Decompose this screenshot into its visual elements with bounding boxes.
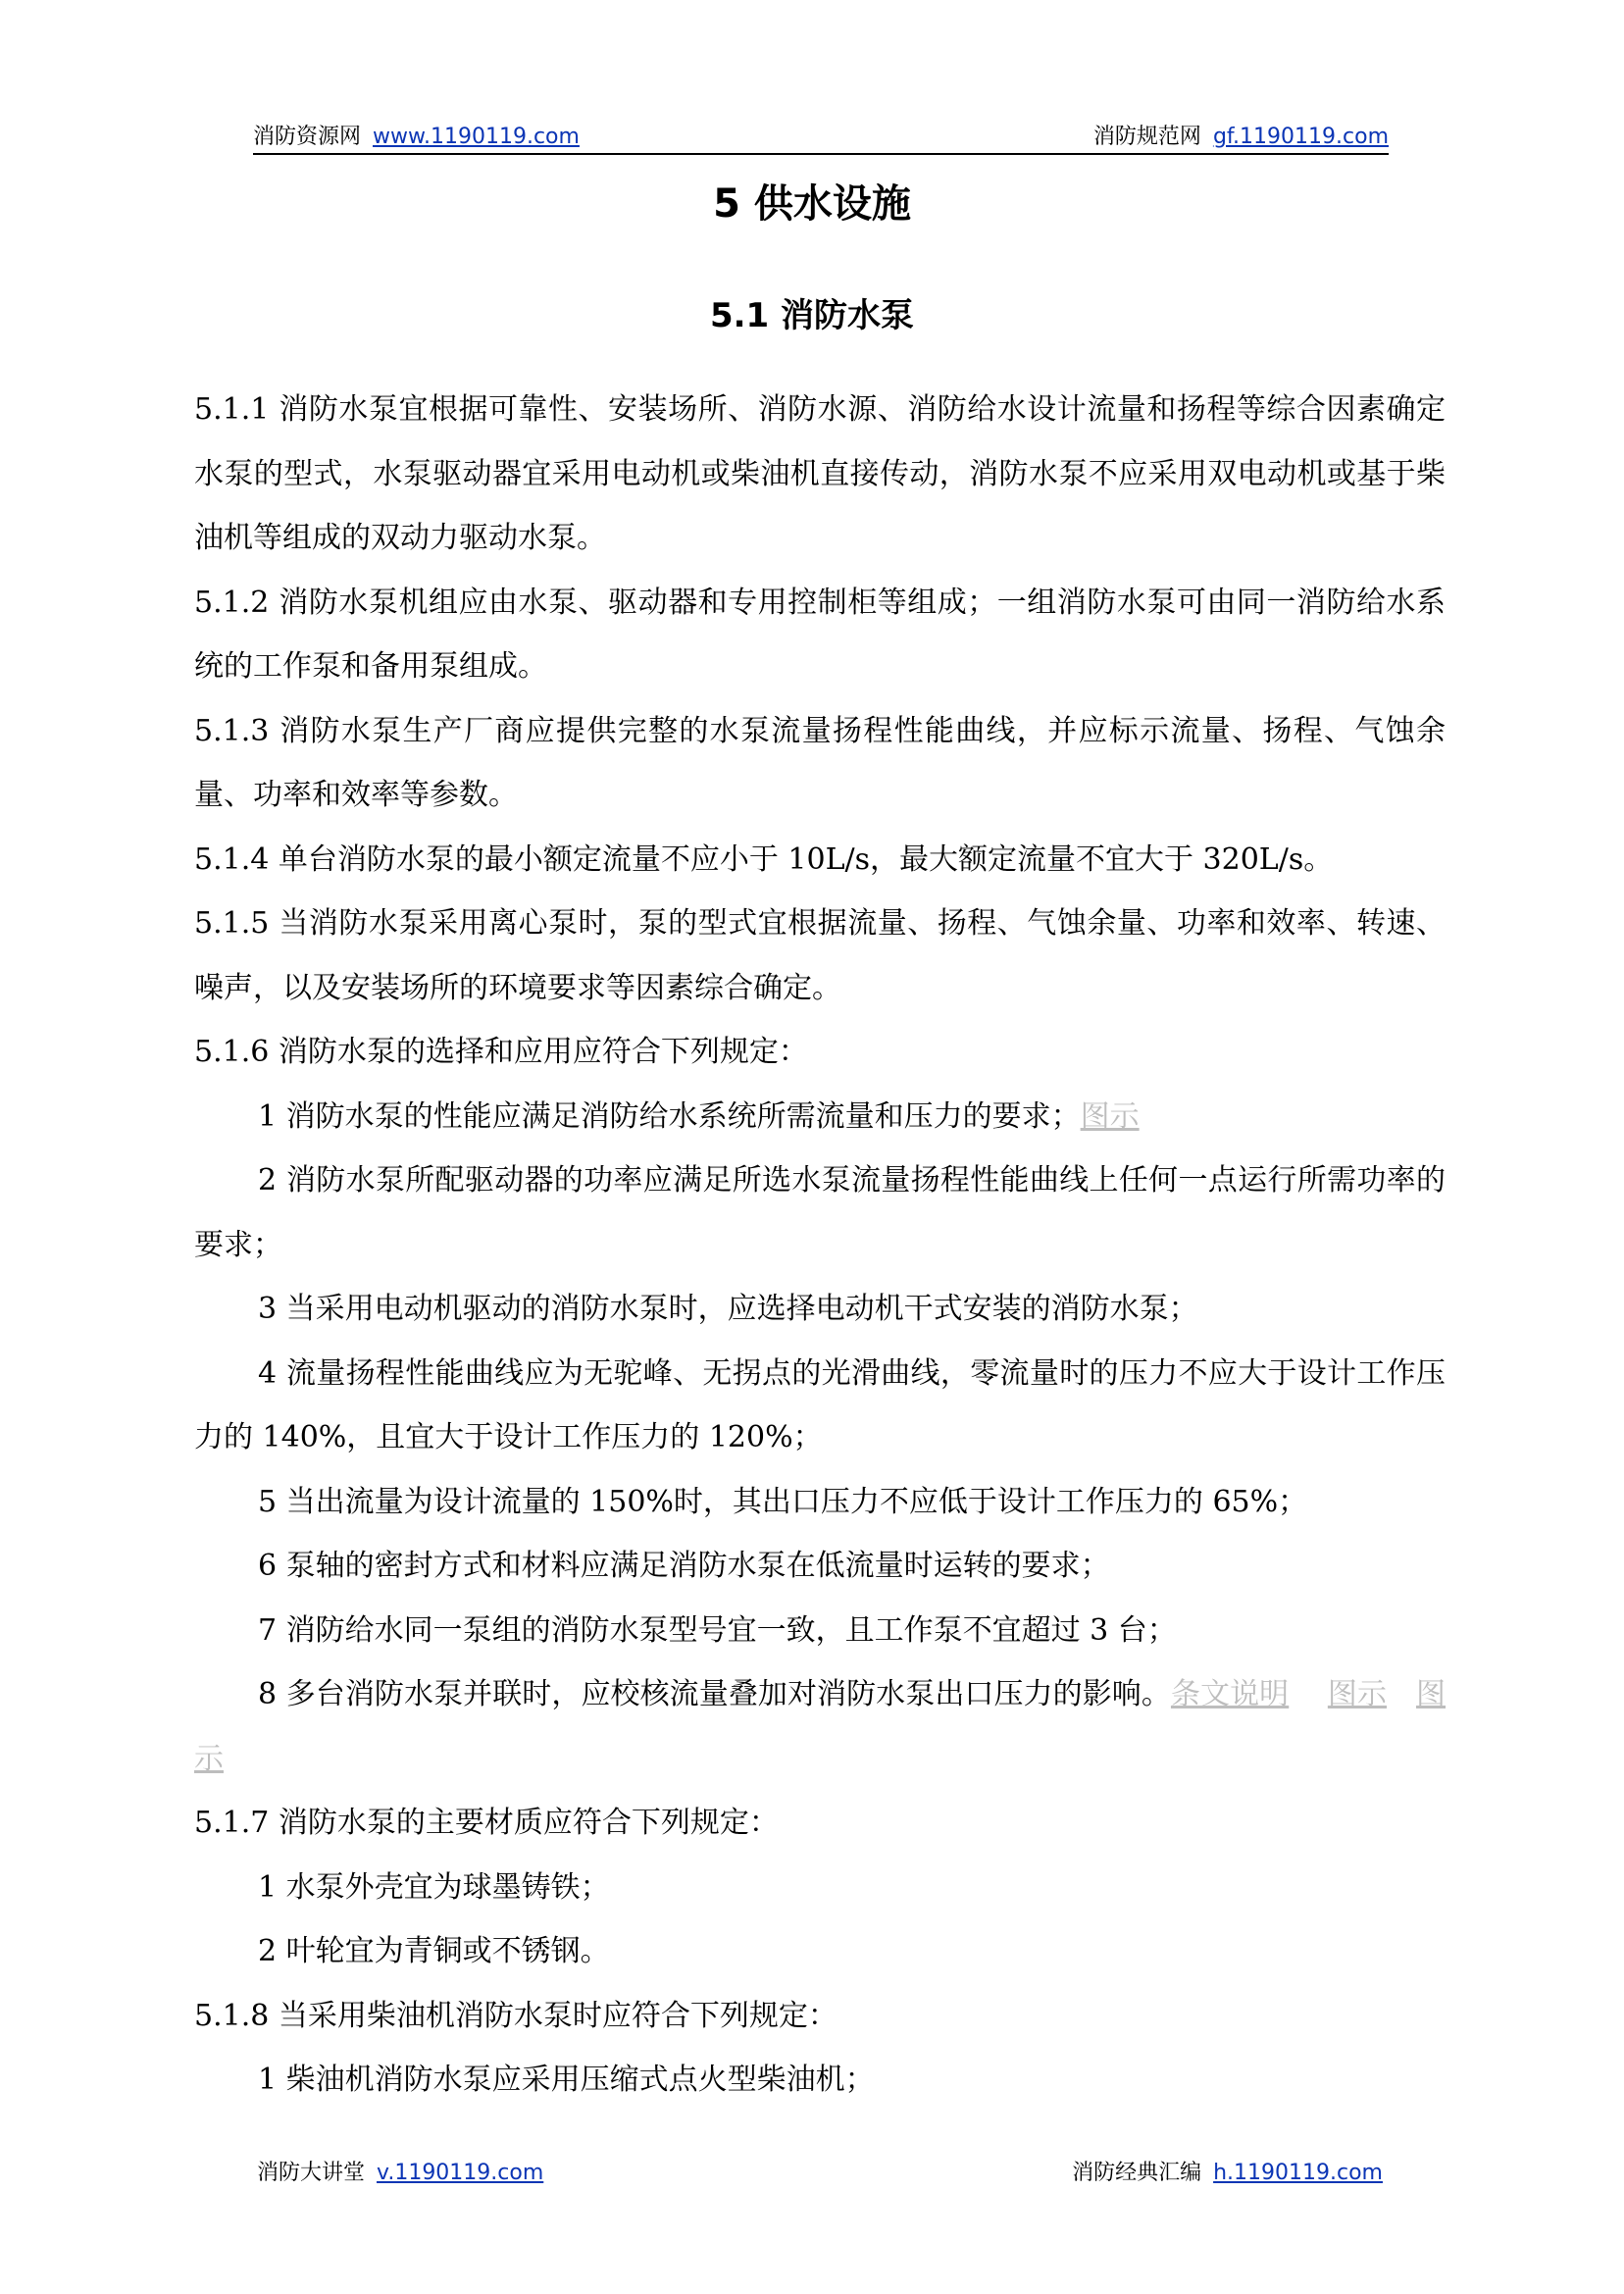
clause-text: 5.1.5 当消防水泵采用离心泵时，泵的型式宜根据流量、扬程、气蚀余量、功率和效率、转速、噪声，以及安装场所的环境要求等因素综合确定。 <box>194 906 1446 1005</box>
item-text: 5 当出流量为设计流量的 150%时，其出口压力不应低于设计工作压力的 65%； <box>258 1484 1308 1519</box>
footer-left-site-name: 消防大讲堂 <box>257 2161 366 2185</box>
clause-5-1-6-item-6 <box>194 1534 1446 1599</box>
footer-left <box>257 2156 543 2186</box>
item-text: 1 柴油机消防水泵应采用压缩式点火型柴油机； <box>258 2063 875 2097</box>
item-text: 6 泵轴的密封方式和材料应满足消防水泵在低流量时运转的要求； <box>258 1549 1110 1583</box>
item-text: 1 消防水泵的性能应满足消防给水系统所需流量和压力的要求； <box>258 1098 1081 1134</box>
item-text: 4 流量扬程性能曲线应为无驼峰、无拐点的光滑曲线，零流量时的压力不应大于设计工作压力的 140%，且宜大于设计工作压力的 120%； <box>194 1355 1446 1454</box>
item-text: 8 多台消防水泵并联时，应校核流量叠加对消防水泵出口压力的影响。 <box>258 1677 1171 1711</box>
item-text: 2 叶轮宜为青铜或不锈钢。 <box>258 1934 610 1968</box>
clause-5-1-7-item-2 <box>194 1919 1446 1984</box>
chapter-title: 5 供水设施 <box>713 181 911 227</box>
footer-left-link[interactable]: v.1190119.com <box>377 2161 544 2185</box>
section-title: 5.1 消防水泵 <box>709 296 915 335</box>
illustration-link[interactable]: 图示 <box>194 1677 1446 1776</box>
clause-text: 5.1.4 单台消防水泵的最小额定流量不应小于 10L/s，最大额定流量不宜大于 320L/s。 <box>194 841 1334 877</box>
clause-5-1-7 <box>194 1791 1446 1856</box>
header-left <box>253 120 580 150</box>
item-text: 1 水泵外壳宜为球墨铸铁； <box>258 1869 610 1905</box>
clause-5-1-6-item-5 <box>194 1470 1446 1535</box>
clause-text: 5.1.6 消防水泵的选择和应用应符合下列规定： <box>194 1035 808 1069</box>
clause-text: 5.1.1 消防水泵宜根据可靠性、安装场所、消防水源、消防给水设计流量和扬程等综合因素确定水泵的型式，水泵驱动器宜采用电动机或柴油机直接传动，消防水泵不应采用双电动机或基于柴油机等组成的双动力驱动水泵。 <box>194 392 1446 555</box>
clause-5-1-6-item-1 <box>194 1085 1446 1149</box>
item-text: 2 消防水泵所配驱动器的功率应满足所选水泵流量扬程性能曲线上任何一点运行所需功率的要求； <box>194 1163 1446 1262</box>
footer-right-link[interactable]: h.1190119.com <box>1213 2161 1383 2185</box>
page-footer <box>253 2156 1389 2189</box>
document-body <box>194 378 1446 2113</box>
clause-text: 5.1.2 消防水泵机组应由水泵、驱动器和专用控制柜等组成；一组消防水泵可由同一消防给水系统的工作泵和备用泵组成。 <box>194 585 1446 684</box>
clause-5-1-6-item-3 <box>194 1277 1446 1342</box>
header-right <box>1093 120 1389 150</box>
clause-5-1-8-item-1 <box>194 2048 1446 2113</box>
clause-5-1-6-item-2 <box>194 1148 1446 1277</box>
clause-text: 5.1.8 当采用柴油机消防水泵时应符合下列规定： <box>194 1998 837 2033</box>
header-right-link[interactable]: gf.1190119.com <box>1212 125 1389 149</box>
header-left-site-name: 消防资源网 <box>253 125 362 149</box>
footer-right-site-name: 消防经典汇编 <box>1072 2161 1202 2185</box>
clause-5-1-6-item-8 <box>194 1662 1446 1791</box>
clause-5-1-6-item-7 <box>194 1599 1446 1663</box>
illustration-link[interactable]: 图示 <box>1327 1677 1388 1711</box>
clause-5-1-6-item-4 <box>194 1342 1446 1470</box>
clause-5-1-1 <box>194 378 1446 571</box>
clause-5-1-2 <box>194 571 1446 699</box>
illustration-link[interactable]: 图示 <box>1080 1098 1140 1134</box>
explanation-link[interactable]: 条文说明 <box>1170 1677 1290 1711</box>
clause-5-1-6 <box>194 1020 1446 1085</box>
footer-right <box>1072 2156 1383 2186</box>
clause-5-1-8 <box>194 1984 1446 2049</box>
header-right-site-name: 消防规范网 <box>1092 125 1201 149</box>
clause-5-1-5 <box>194 892 1446 1020</box>
clause-5-1-7-item-1 <box>194 1856 1446 1920</box>
clause-5-1-4 <box>194 828 1446 892</box>
page-header <box>253 120 1389 155</box>
clause-5-1-3 <box>194 699 1446 828</box>
clause-text: 5.1.3 消防水泵生产厂商应提供完整的水泵流量扬程性能曲线，并应标示流量、扬程、气蚀余量、功率和效率等参数。 <box>194 713 1446 812</box>
item-text: 3 当采用电动机驱动的消防水泵时，应选择电动机干式安装的消防水泵； <box>258 1292 1198 1326</box>
clause-text: 5.1.7 消防水泵的主要材质应符合下列规定： <box>194 1806 779 1840</box>
item-text: 7 消防给水同一泵组的消防水泵型号宜一致，且工作泵不宜超过 3 台； <box>258 1612 1177 1648</box>
header-left-link[interactable]: www.1190119.com <box>373 125 580 149</box>
